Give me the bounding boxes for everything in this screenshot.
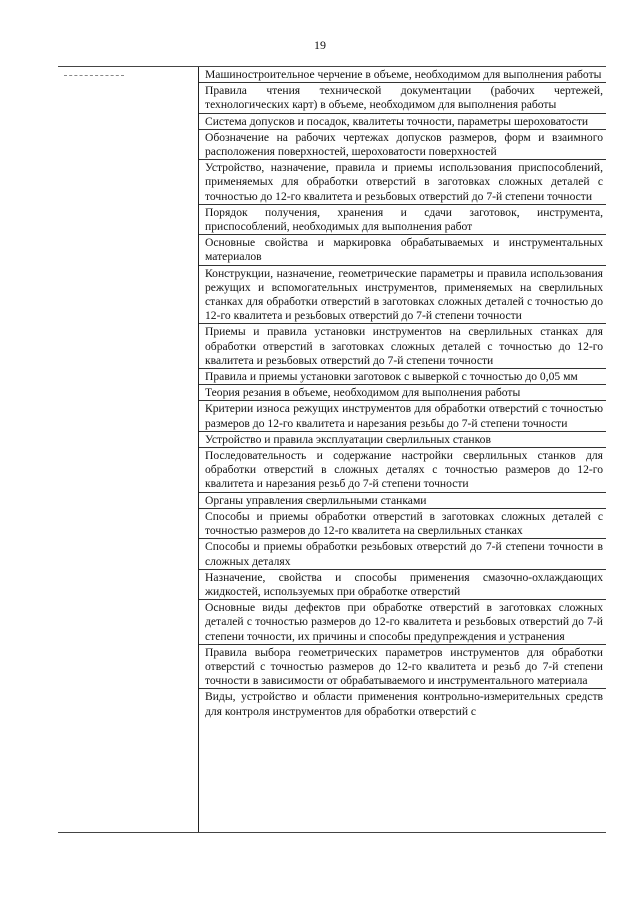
table-row: Критерии износа режущих инструментов для обработки отверстий с точностью размеров до 12-го квалитета и нарезания резьбы до 7-й степени точности — [199, 401, 606, 431]
table-row: Система допусков и посадок, квалитеты точности, параметры шероховатости — [199, 114, 606, 130]
label-column — [58, 67, 199, 832]
knowledge-table — [58, 66, 606, 833]
table-row: Правила выбора геометрических параметров инструментов для обработки отверстий с точностью размеров до 12-го квалитета и резьб до 7-й степени точности в зависимости от обрабатываемого и инструментального материала — [199, 645, 606, 690]
page-number: 19 — [314, 38, 326, 52]
table-row: Способы и приемы обработки резьбовых отверстий до 7-й степени точности в сложных деталях — [199, 539, 606, 569]
column-mark — [64, 75, 124, 76]
table-row: Основные свойства и маркировка обрабатываемых и инструментальных материалов — [199, 235, 606, 265]
table-row: Обозначение на рабочих чертежах допусков размеров, форм и взаимного расположения поверхностей, шероховатости поверхностей — [199, 130, 606, 160]
table-row: Машиностроительное черчение в объеме, необходимом для выполнения работы — [199, 67, 606, 83]
table-row: Последовательность и содержание настройки сверлильных станков для обработки отверстий в сложных деталях с точностью размеров до 12-го квалитета и нарезания резьб до 7-й степени точности — [199, 448, 606, 493]
table-row: Назначение, свойства и способы применения смазочно-охлаждающих жидкостей, используемых при обработке отверстий — [199, 570, 606, 600]
table-row: Теория резания в объеме, необходимом для выполнения работы — [199, 385, 606, 401]
table-row: Правила чтения технической документации (рабочих чертежей, технологических карт) в объеме, необходимом для выполнения работы — [199, 83, 606, 113]
table-row: Основные виды дефектов при обработке отверстий в заготовках сложных деталей с точностью размеров до 12-го квалитета и резьбовых отверстий до 7-й степени точности, их причины и способы предупреждения и устранения — [199, 600, 606, 645]
knowledge-column — [199, 67, 606, 832]
table-row: Способы и приемы обработки отверстий в заготовках сложных деталей с точностью размеров до 12-го квалитета на сверлильных станках — [199, 509, 606, 539]
table-row: Устройство и правила эксплуатации сверлильных станков — [199, 432, 606, 448]
table-row: Конструкции, назначение, геометрические параметры и правила использования режущих и вспомогательных инструментов, применяемых на сверлильных станках для обработки отверстий в заготовках сложных деталей с точностью до 12-го квалитета и резьбовых отверстий до 7-й степени точности — [199, 266, 606, 325]
table-row: Приемы и правила установки инструментов на сверлильных станках для обработки отверстий в заготовках сложных деталей с точностью до 12-го квалитета и резьбовых отверстий до 7-й степени точности — [199, 324, 606, 369]
table-row: Виды, устройство и области применения контрольно-измерительных средств для контроля инструментов для обработки отверстий с — [205, 690, 603, 718]
table-row: Органы управления сверлильными станками — [199, 493, 606, 509]
table-row: Устройство, назначение, правила и приемы использования приспособлений, применяемых для обработки отверстий в заготовках сложных деталей с точностью до 12-го квалитета и резьбовых отверстий до 7-й степени точности — [199, 160, 606, 205]
table-row: Правила и приемы установки заготовок с выверкой с точностью до 0,05 мм — [199, 369, 606, 385]
table-row: Порядок получения, хранения и сдачи заготовок, инструмента, приспособлений, необходимых для выполнения работ — [199, 205, 606, 235]
